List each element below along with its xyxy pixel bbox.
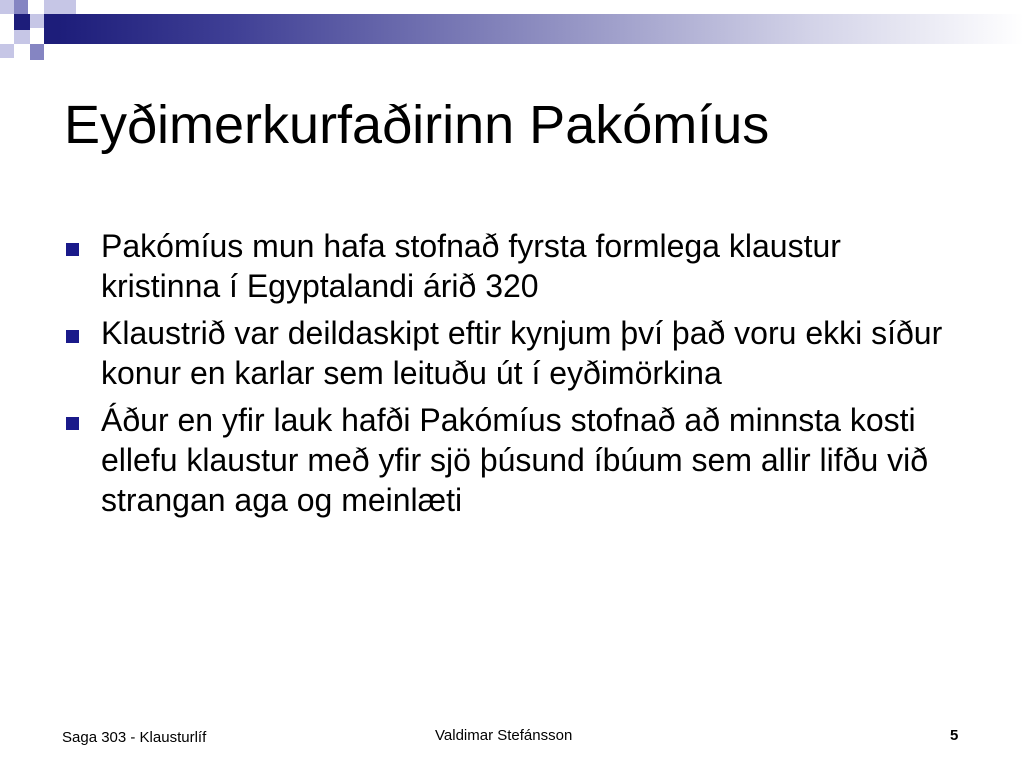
decor-square — [58, 0, 76, 14]
header-gradient-band — [58, 14, 1024, 44]
slide-title: Eyðimerkurfaðirinn Pakómíus — [64, 95, 770, 155]
bullet-text: Pakómíus mun hafa stofnað fyrsta formlega klaustur kristinna í Egyptalandi árið 320 — [101, 228, 841, 304]
square-bullet-icon — [66, 243, 79, 256]
square-bullet-icon — [66, 417, 79, 430]
decor-square — [44, 14, 58, 44]
decor-square — [0, 0, 14, 14]
decor-square — [44, 0, 58, 14]
decor-square — [14, 14, 30, 30]
decor-square — [14, 30, 30, 44]
decor-square — [30, 44, 44, 60]
slide-page-number: 5 — [950, 727, 959, 744]
bullet-text: Klaustrið var deildaskipt eftir kynjum því það voru ekki síður konur en karlar sem leituðu út í eyðimörkina — [101, 315, 943, 391]
bullet-item — [64, 313, 964, 393]
decor-square — [14, 0, 28, 14]
bullet-text: Áður en yfir lauk hafði Pakómíus stofnað að minnsta kosti ellefu klaustur með yfir sjö þúsund íbúum sem allir lifðu við strangan aga og meinlæti — [101, 402, 929, 518]
footer-author: Valdimar Stefánsson — [435, 727, 573, 744]
bullet-item — [64, 226, 964, 306]
decor-square — [0, 44, 14, 58]
decor-square — [30, 14, 44, 28]
footer-course-label: Saga 303 - Klausturlíf — [62, 729, 207, 746]
square-bullet-icon — [66, 330, 79, 343]
bullet-list — [64, 226, 964, 527]
bullet-item — [64, 400, 964, 520]
